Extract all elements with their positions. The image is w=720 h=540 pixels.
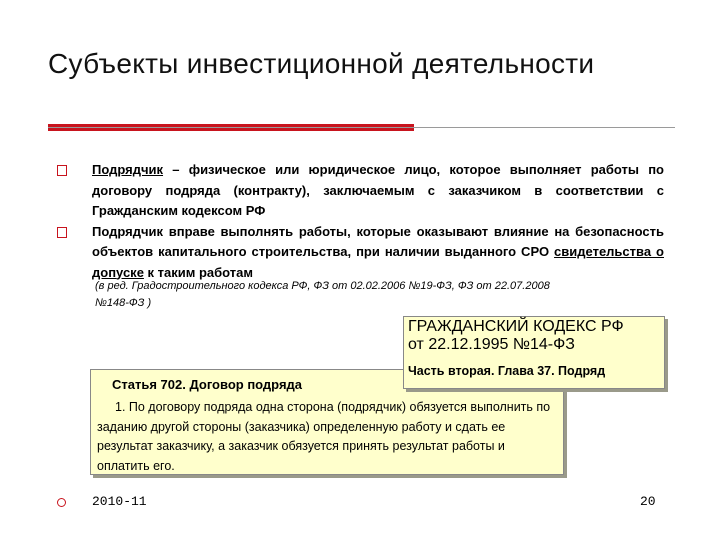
article-title: Статья 702. Договор подряда xyxy=(112,377,303,392)
page-number: 20 xyxy=(640,494,656,509)
bullet-item-contractor xyxy=(92,160,664,222)
rights-text-b: к таким работам xyxy=(143,264,254,280)
bullet-square-icon xyxy=(57,227,67,238)
bullet-list xyxy=(92,160,664,283)
slide-title: Субъекты инвестиционной деятельности xyxy=(48,48,595,79)
civil-code-name: ГРАЖДАНСКИЙ КОДЕКС РФ xyxy=(408,318,624,335)
bullet-square-icon xyxy=(57,165,67,176)
term-contractor: Подрядчик xyxy=(92,162,164,177)
footer-date: 2010-11 xyxy=(92,494,147,509)
bullet-item-rights xyxy=(92,222,664,284)
legal-reference: (в ред. Градостроительного кодекса РФ, ФЗ от 02.02.2006 №19-ФЗ, ФЗ от 22.07.2008 №148-ФЗ ) xyxy=(95,280,550,309)
footer-bullet-icon xyxy=(57,498,66,507)
rights-text-a: Подрядчик вправе выполнять работы, которые оказывают влияние на безопасность объектов капитального строительства, при наличии выданного СРО xyxy=(92,223,664,259)
contractor-definition: – физическое или юридическое лицо, которое выполняет работы по договору подряда (контракту), заключаемым с заказчиком в соответствии с Гражданским кодексом РФ xyxy=(92,162,664,218)
civil-code-date: от 22.12.1995 №14-ФЗ xyxy=(408,336,575,353)
permit-link[interactable]: свидетельства о допуске xyxy=(92,244,664,280)
civil-code-part: Часть вторая. Глава 37. Подряд xyxy=(408,364,606,378)
title-divider xyxy=(48,127,675,128)
article-text: 1. По договору подряда одна сторона (подрядчик) обязуется выполнить по заданию другой стороны (заказчика) определенную работу и сдать ее результат заказчику, а заказчик обязуется принять результат работы и оплатить его. xyxy=(97,400,551,473)
